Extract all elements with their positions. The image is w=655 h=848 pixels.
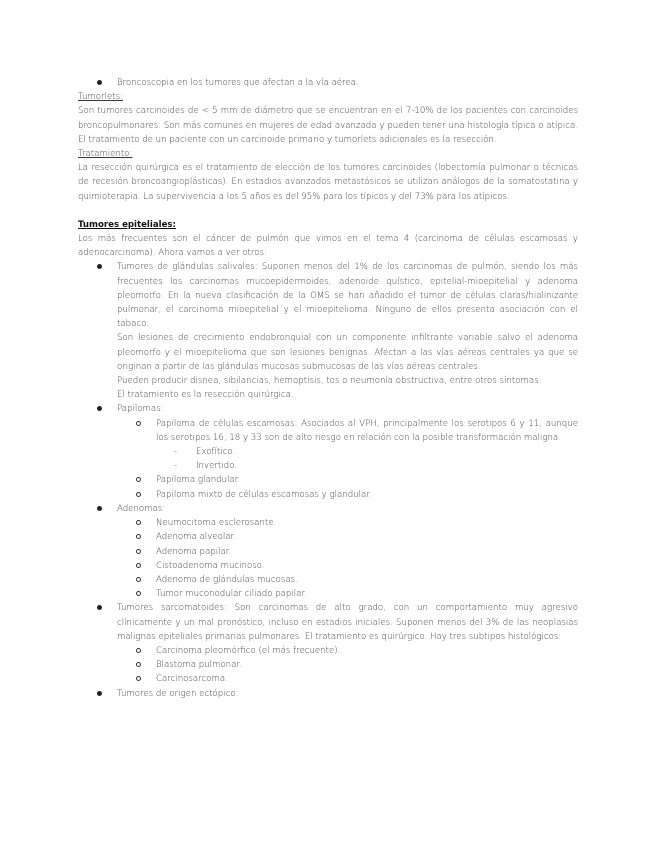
sarcomatoide-text: Carcinosarcoma. xyxy=(156,674,228,685)
glandulas-p1: Tumores de glándulas salivales: Suponen menos del 1% de los carcinomas de pulmón, siendo los más frecuentes los carcinomas mucoepidermoides, adenoide quístico, epitelial-mioepitelial y adenoma pleomorfo. En la nueva clasificación de la OMS se han añadido el tumor de células claras/hialinizante pulmonar, el carcinoma mioepitelial y el mioepitelioma. Ninguno de ellos presenta asociación con el tabaco. xyxy=(117,262,578,330)
adenoma-text: Adenoma de glándulas mucosas. xyxy=(156,574,298,585)
sarcomatoide-text: Carcinoma pleomórfico (el más frecuente). xyxy=(156,645,341,656)
bullet-dot-icon xyxy=(97,260,107,274)
sarcomatoides-text: Tumores sarcomatoides: Son carcinomas de alto grado, con un comportamiento muy agresivo clínicamente y un mal pronóstico, incluso en estadios iniciales. Suponen menos del 3% de las neoplasias malignas epiteliales primarias pulmonares. El tratamiento es quirúrgico. Hay tres subtipos histológicos: xyxy=(117,603,578,642)
bullet-papilomas xyxy=(78,402,578,416)
circle-bullet-icon xyxy=(136,516,141,530)
circle-bullet-icon xyxy=(136,587,141,601)
tratamiento-paragraph: La resección quirúrgica es el tratamiento de elección de los tumores carcinoides (lobectomía pulmonar o técnicas de recesión broncoangioplásticas). En estadios avanzados metastásicos se utilizan análogos de la somatostatina y quimioterapia. La supervivencia a los 5 años es del 95% para los típicos y del 73% para los atípicos. xyxy=(78,163,578,202)
circle-bullet-icon xyxy=(136,417,141,431)
papilomas-label: Papilomas: xyxy=(117,404,164,415)
subitem-text: Invertido. xyxy=(196,461,237,472)
bullet-glandulas-salivales xyxy=(78,260,578,331)
papiloma-item xyxy=(78,473,578,487)
circle-bullet-icon xyxy=(136,644,141,658)
papiloma-mixto-text: Papiloma mixto de células escamosas y glandular. xyxy=(156,489,372,500)
tumorlets-paragraph: Son tumores carcinoides de < 5 mm de diámetro que se encuentran en el 7-10% de los pacientes con carcinoides broncopulmonares. Son más comunes en mujeres de edad avanzada y pueden tener una histología típica o atípica. El tratamiento de un paciente con un carcinoide primario y tumorlets adicionales es la resección. xyxy=(78,106,578,145)
bullet-adenomas xyxy=(78,502,578,516)
adenoma-text: Adenoma alveolar. xyxy=(156,532,236,543)
bullet-sarcomatoides xyxy=(78,601,578,644)
circle-bullet-icon xyxy=(136,672,141,686)
subitem-text: Exofítico. xyxy=(196,447,236,458)
tumorlets-heading: Tumorlets: xyxy=(78,92,123,103)
adenoma-item xyxy=(78,545,578,559)
document-body xyxy=(78,76,578,701)
dash-bullet-icon: - xyxy=(174,447,178,458)
sarcomatoide-text: Blastoma pulmonar. xyxy=(156,660,242,671)
glandulas-p4: El tratamiento es la resección quirúrgica. xyxy=(117,390,294,401)
adenoma-item xyxy=(78,573,578,587)
bullet-dot-icon xyxy=(97,687,107,701)
bullet-broncoscopia xyxy=(78,76,578,90)
adenoma-text: Cistoadenoma mucinoso. xyxy=(156,560,265,571)
glandulas-p2: Son lesiones de crecimiento endobronquial con un componente infiltrante variable salvo el adenoma pleomorfo y el mioepitelioma que son lesiones benignas. Afectan a las vías aéreas centrales ya que se originan a partir de las glándulas mucosas submucosas de las vías aéreas centrales. xyxy=(117,333,578,372)
adenoma-text: Neumocitoma esclerosante. xyxy=(156,518,277,529)
sarcomatoide-item xyxy=(78,658,578,672)
adenoma-item xyxy=(78,530,578,544)
adenomas-label: Adenomas: xyxy=(117,503,166,514)
adenoma-text: Adenoma papilar. xyxy=(156,546,232,557)
circle-bullet-icon xyxy=(136,559,141,573)
bullet-ectopico xyxy=(78,687,578,701)
glandulas-p3: Pueden producir disnea, sibilancias, hemoptisis, tos o neumonía obstructiva, entre otros síntomas. xyxy=(117,376,542,387)
bullet-dot-icon xyxy=(97,601,107,615)
tratamiento-heading: Tratamiento: xyxy=(78,149,133,160)
circle-bullet-icon xyxy=(136,488,141,502)
bullet-dot-icon xyxy=(97,76,107,90)
papiloma-item xyxy=(78,417,578,445)
dash-bullet-icon: - xyxy=(174,461,178,472)
section-heading-epiteliales: Tumores epiteliales: xyxy=(78,219,176,230)
adenoma-item xyxy=(78,516,578,530)
circle-bullet-icon xyxy=(136,530,141,544)
papiloma-glandular-text: Papiloma glandular. xyxy=(156,475,241,486)
circle-bullet-icon xyxy=(136,473,141,487)
bullet-text: Broncoscopia en los tumores que afectan a la vía aérea. xyxy=(117,78,359,88)
bullet-dot-icon xyxy=(97,402,107,416)
circle-bullet-icon xyxy=(136,658,141,672)
adenoma-item xyxy=(78,587,578,601)
bullet-dot-icon xyxy=(97,502,107,516)
adenoma-item xyxy=(78,559,578,573)
circle-bullet-icon xyxy=(136,573,141,587)
sarcomatoide-item xyxy=(78,644,578,658)
epiteliales-intro: Los más frecuentes son el cáncer de pulmón que vimos en el tema 4 (carcinoma de células escamosas y adenocarcinoma). Ahora vamos a ver otros: xyxy=(78,234,578,259)
papiloma-subitem xyxy=(78,445,578,459)
ectopico-label: Tumores de origen ectópico: xyxy=(117,688,239,699)
sarcomatoide-item xyxy=(78,672,578,686)
circle-bullet-icon xyxy=(136,545,141,559)
papiloma-subitem xyxy=(78,459,578,473)
papiloma-escamosas-text: Papiloma de células escamosas: Asociados al VPH, principalmente los serotipos 6 y 11, aunque los serotipos 16, 18 y 33 son de alto riesgo en relación con la posible transformación maligna. xyxy=(156,418,578,443)
papiloma-item xyxy=(78,488,578,502)
adenoma-text: Tumor muconodular ciliado papilar. xyxy=(156,589,307,600)
